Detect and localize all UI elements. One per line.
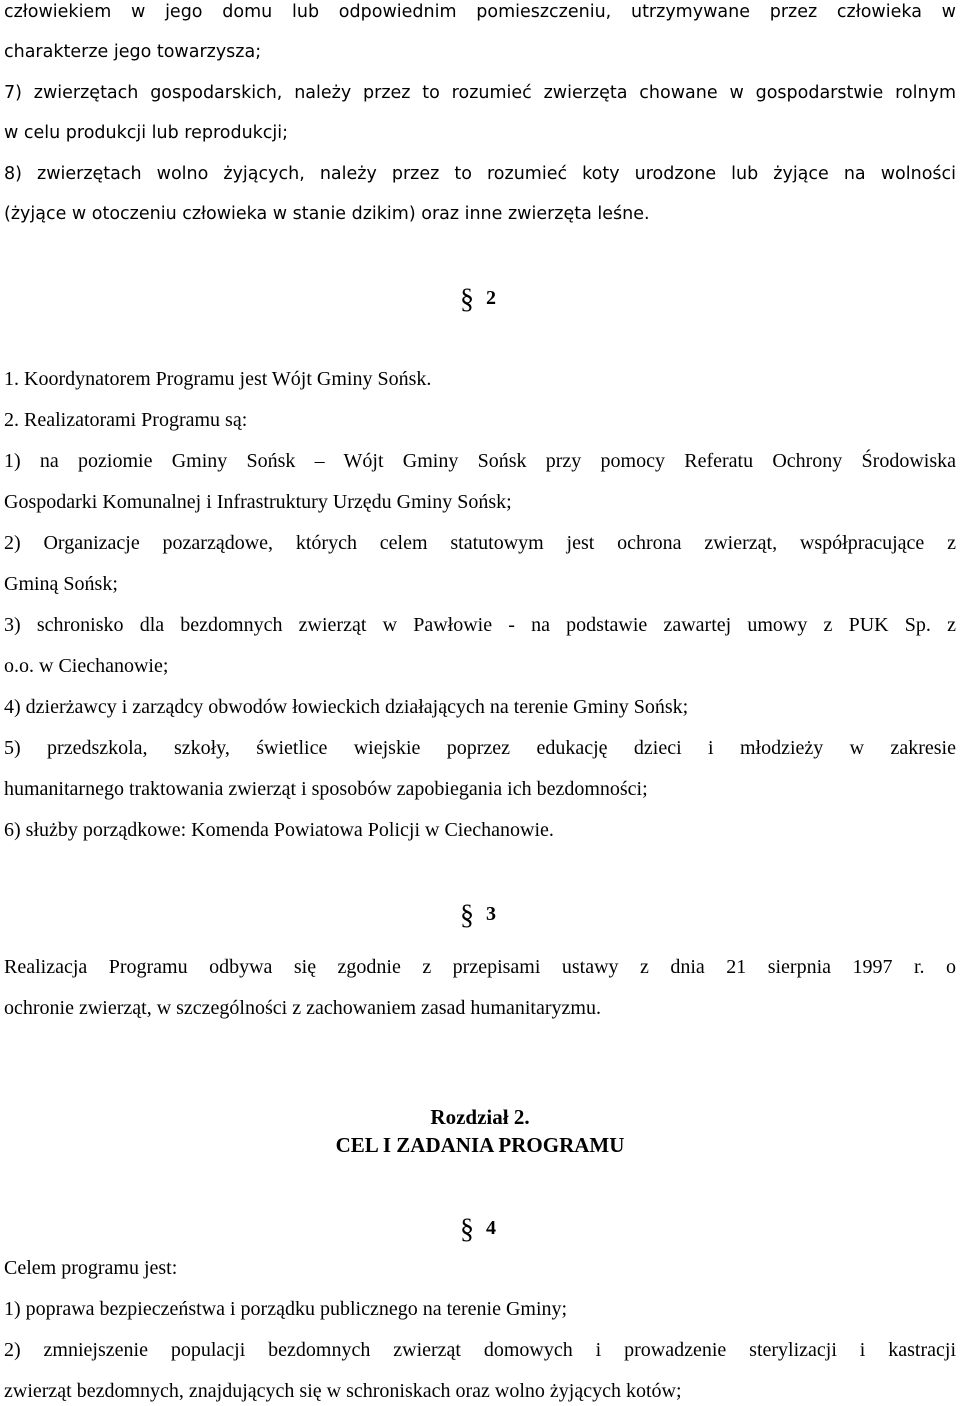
section-number: 2 xyxy=(486,287,496,309)
definition-line: 7) zwierzętach gospodarskich, należy przez to rozumieć zwierzęta chowane w gospodarstwie rolnym xyxy=(4,83,956,103)
implementer-item: 1) na poziomie Gminy Sońsk – Wójt Gminy Sońsk przy pomocy Referatu Ochrony Środowiska xyxy=(4,450,956,472)
implementer-item: 2) Organizacje pozarządowe, których celem statutowym jest ochrona zwierząt, współpracujące z xyxy=(4,532,956,554)
goal-item: 1) poprawa bezpieczeństwa i porządku publicznego na terenie Gminy; xyxy=(4,1298,568,1320)
section-symbol: § xyxy=(460,284,474,315)
section-symbol: § xyxy=(460,900,474,931)
legal-basis-paragraph: ochronie zwierząt, w szczególności z zachowaniem zasad humanitaryzmu. xyxy=(4,997,601,1019)
implementer-item: 5) przedszkola, szkoły, świetlice wiejskie poprzez edukację dzieci i młodzieży w zakresie xyxy=(4,737,956,759)
coordinator-clause: 1. Koordynatorem Programu jest Wójt Gminy Sońsk. xyxy=(4,368,432,390)
implementer-item: Gospodarki Komunalnej i Infrastruktury Urzędu Gminy Sońsk; xyxy=(4,491,512,513)
section-symbol: § xyxy=(460,1214,474,1245)
implementer-item: o.o. w Ciechanowie; xyxy=(4,655,169,677)
implementer-item: 3) schronisko dla bezdomnych zwierząt w Pawłowie - na podstawie zawartej umowy z PUK Sp. z xyxy=(4,614,956,636)
section-number: 4 xyxy=(486,1217,496,1239)
goals-intro: Celem programu jest: xyxy=(4,1257,178,1279)
legal-basis-paragraph: Realizacja Programu odbywa się zgodnie z przepisami ustawy z dnia 21 sierpnia 1997 r. o xyxy=(4,956,956,978)
definition-line: (żyjące w otoczeniu człowieka w stanie dzikim) oraz inne zwierzęta leśne. xyxy=(4,204,650,224)
section-heading xyxy=(460,900,540,931)
definition-line: 8) zwierzętach wolno żyjących, należy przez to rozumieć koty urodzone lub żyjące na wolności xyxy=(4,164,956,184)
implementer-item: Gminą Sońsk; xyxy=(4,573,118,595)
definition-line: człowiekiem w jego domu lub odpowiednim pomieszczeniu, utrzymywane przez człowieka w xyxy=(4,2,956,22)
goal-item: 2) zmniejszenie populacji bezdomnych zwierząt domowych i prowadzenie sterylizacji i kastracji xyxy=(4,1339,956,1361)
definition-line: charakterze jego towarzysza; xyxy=(4,42,262,62)
section-heading xyxy=(460,1214,540,1245)
goal-item: zwierząt bezdomnych, znajdujących się w schroniskach oraz wolno żyjących kotów; xyxy=(4,1380,682,1402)
section-number: 3 xyxy=(486,903,496,925)
chapter-title: CEL I ZADANIA PROGRAMU xyxy=(335,1133,625,1157)
chapter-label: Rozdział 2. xyxy=(430,1105,530,1129)
definition-line: w celu produkcji lub reprodukcji; xyxy=(4,123,289,143)
implementers-clause: 2. Realizatorami Programu są: xyxy=(4,409,248,431)
implementer-item: 4) dzierżawcy i zarządcy obwodów łowieckich działających na terenie Gminy Sońsk; xyxy=(4,696,689,718)
implementer-item: 6) służby porządkowe: Komenda Powiatowa Policji w Ciechanowie. xyxy=(4,819,554,841)
section-heading xyxy=(460,284,540,315)
implementer-item: humanitarnego traktowania zwierząt i sposobów zapobiegania ich bezdomności; xyxy=(4,778,648,800)
